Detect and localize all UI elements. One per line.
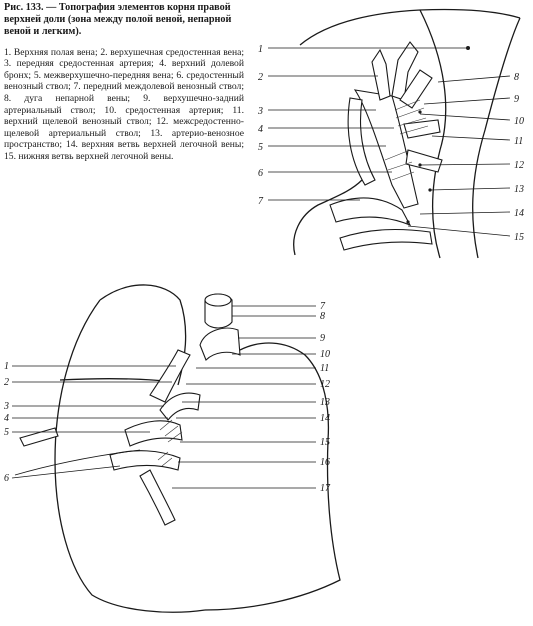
top-label-1: 1 (258, 44, 263, 55)
top-label-4: 4 (258, 124, 263, 135)
top-label-2: 2 (258, 72, 263, 83)
bottom-label-11: 11 (320, 363, 330, 374)
top-label-8: 8 (514, 72, 519, 83)
top-label-14: 14 (514, 208, 524, 219)
bottom-label-5: 5 (4, 427, 9, 438)
bottom-label-1: 1 (4, 361, 9, 372)
bottom-figure-drawing (12, 285, 340, 612)
top-label-13: 13 (514, 184, 524, 195)
top-label-11: 11 (514, 136, 524, 147)
top-figure-drawing (268, 9, 520, 258)
top-label-10: 10 (514, 116, 524, 127)
top-label-3: 3 (258, 106, 263, 117)
bottom-label-3: 3 (4, 401, 9, 412)
top-label-15: 15 (514, 232, 524, 243)
bottom-label-17: 17 (320, 483, 330, 494)
bottom-label-7: 7 (320, 301, 325, 312)
bottom-label-16: 16 (320, 457, 330, 468)
bottom-figure-right-labels (320, 301, 331, 494)
bottom-label-13: 13 (320, 397, 330, 408)
top-label-7: 7 (258, 196, 263, 207)
caption-legend: 1. Верхняя полая вена; 2. верхушечная средостенная вена; 3. передняя средостенная артерия; 4. верхний долевой бронх; 5. межверхушечно-передняя вена; 6. средостенный венозный ствол; 7. передний междолевой венозный ствол; 8. дуга непарной вены; 9. верхушечно-задний артериальный ствол; 10. средостенная артерия; 11. верхний щелевой венозный ствол; 12. межсредостенно-щелевой артериальный ствол; 13. артерио-венозное пространство; 14. верхняя ветвь верхней легочной вены; 15. нижняя ветвь верхней легочной вены. (4, 46, 244, 162)
top-label-5: 5 (258, 142, 263, 153)
bottom-label-6: 6 (4, 473, 9, 484)
bottom-label-15: 15 (320, 437, 330, 448)
top-figure-left-labels (257, 44, 264, 207)
bottom-label-2: 2 (4, 377, 9, 388)
bottom-label-14: 14 (320, 413, 330, 424)
bottom-label-4: 4 (4, 413, 9, 424)
bottom-label-12: 12 (320, 379, 330, 390)
bottom-label-9: 9 (320, 333, 325, 344)
top-label-6: 6 (258, 168, 263, 179)
caption-title: Рис. 133. — Топография элементов корня правой верхней доли (зона между полой веной, непарной веной и легким). (4, 2, 232, 38)
bottom-label-8: 8 (320, 311, 325, 322)
top-figure-right-labels (514, 72, 524, 243)
top-label-12: 12 (514, 160, 524, 171)
top-label-9: 9 (514, 94, 519, 105)
bottom-figure-left-labels (3, 361, 9, 484)
bottom-label-10: 10 (320, 349, 330, 360)
